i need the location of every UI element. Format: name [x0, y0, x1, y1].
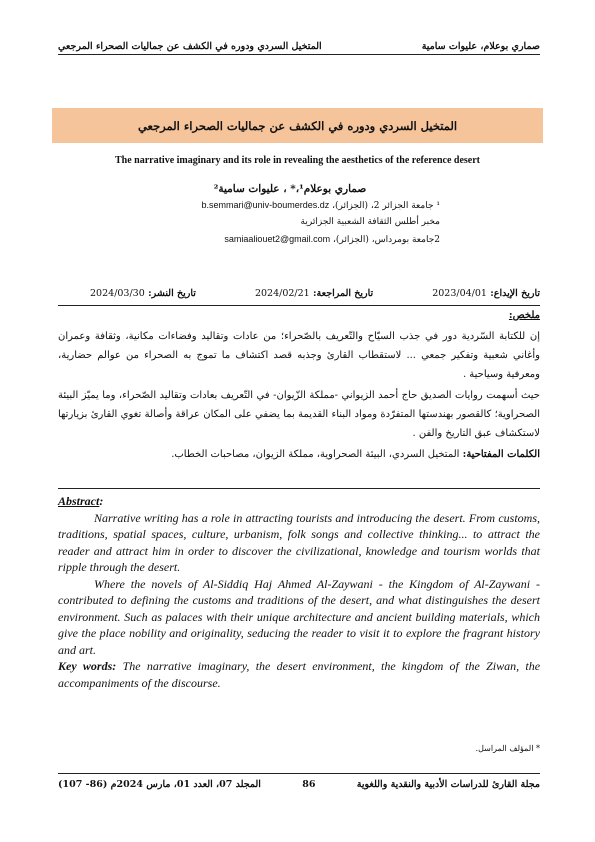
received-label: تاريخ الإيداع:: [490, 288, 540, 299]
arabic-keywords-label: الكلمات المفتاحية:: [462, 449, 540, 460]
author-block: [140, 183, 440, 251]
received-date: [432, 288, 540, 302]
summary-paragraph-1: إن للكتابة السّردية دور في جذب السيّاح والتّعريف بالصّحراء؛ من عادات وتقاليد وفضاءات مكانية، وثقافة وعمران وأغاني شعبية وتفكير جمعي ... لاستقطاب القارئ وجذبه قصد اكتشاف ما تموج به الصحراء من عوالم حضارية، ومعرفية وسياحية .: [58, 331, 540, 380]
running-header: [58, 38, 540, 55]
author-2-email[interactable]: samiaaliouet2@gmail.com: [224, 234, 331, 244]
author-names: صماري بوعلام¹،* ، عليوات سامية²: [213, 183, 367, 195]
divider-middle: [58, 488, 540, 489]
journal-name: مجلة القارئ للدراسات الأدبية والنقدية واللغوية: [356, 778, 540, 790]
arabic-summary: [58, 327, 540, 466]
abstract-label: Abstract: [58, 494, 100, 508]
affiliation-1: [140, 200, 440, 217]
arabic-title: المتخيل السردي ودوره في الكشف عن جماليات الصحراء المرجعي: [137, 118, 458, 133]
divider-footer: [58, 773, 540, 774]
received-value: 2023/04/01: [432, 288, 487, 299]
english-keywords-label: Key words: [58, 659, 113, 673]
english-abstract: [58, 493, 540, 691]
abstract-heading: Abstract:: [58, 494, 104, 508]
arabic-title-box: [52, 108, 543, 143]
summary-paragraph-2: حيث أسهمت روايات الصديق حاج أحمد الزيواني -مملكة الزّيوان- في التّعريف بعادات وتقاليد الصّحراء، وما يميّز البيئة الصحراوية؛ كالقصور بهندستها المتفرّدة ومواد البناء القديمة بما يضفي على المكان عراقة وأصالة تغوي القارئ بزيارتها لاستكشاف عبق التاريخ والفن .: [58, 390, 540, 439]
revised-date: [255, 288, 373, 302]
english-keywords-text: The narrative imaginary, the desert environment, the kingdom of the Ziwan, the accompaniments of the discourse.: [58, 659, 541, 690]
published-label: تاريخ النشر:: [148, 288, 196, 299]
page-footer: [58, 776, 540, 792]
published-date: [90, 288, 196, 302]
lab-affiliation: مخبر أطلس الثقافة الشعبية الجزائرية: [300, 217, 440, 227]
abstract-paragraph-1: Narrative writing has a role in attracting tourists and introducing the desert. From customs, traditions, spatial spaces, culture, urbanism, folk songs and collective thinking... to attract the reader and attract him in order to discover the civilizational, knowledge and tourism worlds that ripple through the desert.: [58, 510, 540, 574]
english-keywords: Key words: The narrative imaginary, the desert environment, the kingdom of the Ziwan, the accompaniments of the discourse.: [58, 659, 541, 690]
abstract-paragraph-2: Where the novels of Al-Siddiq Haj Ahmed Al-Zaywani - the Kingdom of Al-Zaywani - contributed to defining the customs and traditions of the desert, and what distinguishes the desert environment. Such as palaces with their unique architecture and ancient building materials, which give the place nobility and originality, seducing the reader to visit it to explore the fragrant history and art.: [58, 576, 540, 657]
summary-label: ملخص:: [508, 310, 540, 321]
revised-label: تاريخ المراجعة:: [313, 288, 374, 299]
arabic-keywords: [58, 445, 540, 464]
divider-top: [58, 305, 540, 306]
revised-value: 2024/02/21: [254, 288, 310, 299]
corresponding-author-note: * المؤلف المراسل.: [475, 744, 540, 753]
affiliation-2: [140, 234, 440, 251]
english-title: The narrative imaginary and its role in revealing the aesthetics of the reference desert: [114, 155, 481, 166]
dates-row: [90, 288, 540, 302]
arabic-keywords-text: المتخيل السردي، البيئة الصحراوية، مملكة الزيوان، مصاحبات الخطاب.: [171, 449, 460, 460]
affiliation-1-text: ¹ جامعة الجزائر 2، (الجزائر)،: [332, 201, 440, 211]
page-number: 86: [302, 778, 316, 790]
header-title: المتخيل السردي ودوره في الكشف عن جماليات الصحراء المرجعي: [58, 41, 322, 52]
affiliation-2-text: 2جامعة بومرداس، (الجزائر)،: [332, 235, 440, 245]
published-value: 2024/03/30: [90, 288, 145, 299]
header-authors: صماري بوعلام، عليوات سامية: [421, 41, 540, 52]
volume-info: المجلد 07، العدد 01، مارس 2024م (86- 107): [58, 778, 261, 790]
author-1-email[interactable]: b.semmari@univ-boumerdes.dz: [201, 200, 330, 210]
